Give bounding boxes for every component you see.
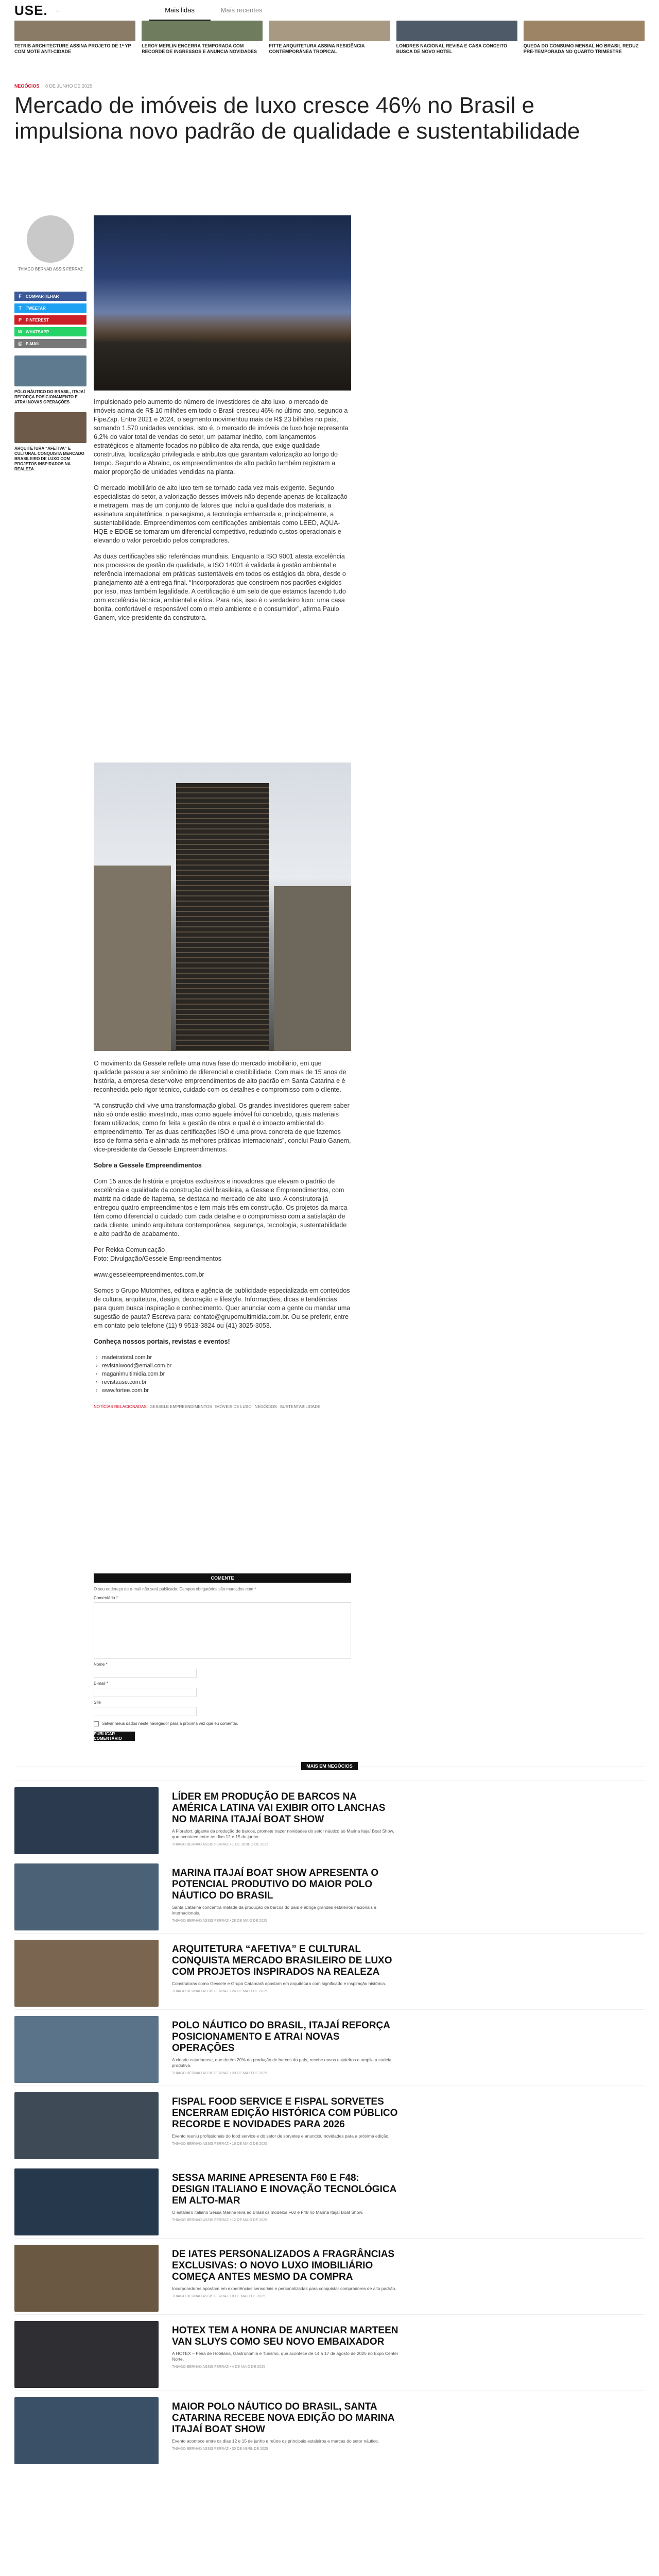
- list-item[interactable]: [14, 2314, 645, 2391]
- list-item[interactable]: [14, 2391, 645, 2467]
- strip-card[interactable]: [396, 21, 517, 58]
- more-feed: [14, 1781, 645, 2467]
- article-tags: [94, 1402, 351, 1409]
- comment-label: Comentário *: [94, 1596, 118, 1600]
- article-paragraph: O movimento da Gessele reflete uma nova fase do mercado imobiliário, em que qualidade passou a ser sinônimo de diferencial e credibilidade. Com mais de 15 anos de história, a empresa desenvolve empreendimentos de alto padrão em Santa Catarina e é reconhecida pelo rigor técnico, cuidado com os detalhes e compromisso com o cliente.: [94, 1060, 346, 1093]
- feed-meta: THIAGO BERNAD ASSIS FERRAZ • 8 DE MAIO DE 2025: [172, 2295, 265, 2298]
- feed-body: [172, 2321, 398, 2391]
- feed-excerpt: A Fibrafort, gigante da produção de barcos, promete trazer novidades do setor náutico ao Marina Itajaí Boat Show, que acontece entre os dias 12 e 15 de junho.: [172, 1828, 394, 1839]
- strip-thumbnail[interactable]: [269, 21, 390, 41]
- about-title-text: Sobre a Gessele Empreendimentos: [94, 1162, 202, 1169]
- building-image-right-block: [274, 886, 351, 1051]
- save-data-label: Salvar meus dados neste navegador para a próxima vez que eu comentar.: [102, 1721, 238, 1726]
- email-label: E-mail *: [94, 1681, 109, 1686]
- building-image-tower: [176, 783, 269, 1051]
- feed-meta: THIAGO BERNAD ASSIS FERRAZ • 4 DE MAIO DE 2025: [172, 2365, 265, 2369]
- email-icon: @: [18, 341, 23, 346]
- feed-thumbnail[interactable]: [14, 1863, 159, 1930]
- side-related-thumbnail[interactable]: [14, 412, 86, 443]
- share-facebook-button[interactable]: [14, 292, 86, 301]
- name-field[interactable]: [94, 1669, 197, 1678]
- portal-links: [94, 1353, 351, 1395]
- feed-meta: THIAGO BERNAD ASSIS FERRAZ • 20 DE MAIO DE 2025: [172, 2072, 267, 2075]
- strip-card[interactable]: [269, 21, 390, 58]
- feed-meta: THIAGO BERNAD ASSIS FERRAZ • 30 DE ABRIL DE 2025: [172, 2447, 268, 2451]
- top-bar: [0, 0, 659, 21]
- feed-excerpt: A HOTEX – Feira de Hotelaria, Gastronomia e Turismo, que acontece de 14 a 17 de agosto de 2025 no Expo Center Norte.: [172, 2351, 398, 2362]
- avatar[interactable]: [27, 215, 74, 263]
- feed-body: [172, 2397, 398, 2467]
- feed-body: [172, 2016, 398, 2086]
- feed-meta: THIAGO BERNAD ASSIS FERRAZ • 28 DE MAIO DE 2025: [172, 1919, 267, 1923]
- twitter-icon: T: [19, 306, 22, 311]
- feed-title[interactable]: ARQUITETURA “AFETIVA” E CULTURAL CONQUISTA MERCADO BRASILEIRO DE LUXO COM PROJETOS INSPIRADOS NA REALEZA: [172, 1944, 392, 1977]
- strip-thumbnail[interactable]: [524, 21, 645, 41]
- feed-title[interactable]: FISPAL FOOD SERVICE E FISPAL SORVETES ENCERRAM EDIÇÃO HISTÓRICA COM PÚBLICO RECORDE E NOVIDADES PARA 2026: [172, 2096, 398, 2130]
- list-item[interactable]: [14, 2086, 645, 2162]
- share-twitter-button[interactable]: [14, 303, 86, 313]
- share-label: PINTEREST: [26, 317, 49, 323]
- strip-title[interactable]: QUEDA DO CONSUMO MENSAL NO BRASIL REDUZ PRE-TEMPORADA NO QUARTO TRIMESTRE: [523, 43, 639, 54]
- author-name[interactable]: THIAGO BERNAD ASSIS FERRAZ: [18, 267, 83, 272]
- menu-icon[interactable]: ≡: [56, 7, 60, 13]
- strip-card[interactable]: [142, 21, 263, 58]
- feed-excerpt: Incorporadoras apostam em experiências sensoriais e personalizadas para conquistar compradores de alto padrão.: [172, 2286, 396, 2291]
- feed-title[interactable]: HOTEX TEM A HONRA DE ANUNCIAR MARTEEN VAN SLUYS COMO SEU NOVO EMBAIXADOR: [172, 2325, 398, 2347]
- more-section-header: [0, 1762, 659, 1770]
- author-block: [14, 215, 86, 272]
- feed-body: [172, 1863, 398, 1933]
- feed-thumbnail[interactable]: [14, 1940, 159, 2007]
- feed-thumbnail[interactable]: [14, 2245, 159, 2312]
- strip-thumbnail[interactable]: [14, 21, 135, 41]
- article-tag[interactable]: GESSELE EMPREENDIMENTOS: [150, 1402, 212, 1409]
- feed-body: [172, 2092, 398, 2162]
- feed-thumbnail[interactable]: [14, 2168, 159, 2235]
- site-label: Site: [94, 1700, 101, 1705]
- feed-excerpt: Evento reuniu profissionais do food service e do setor de sorvetes e anunciou novidades para a próxima edição.: [172, 2133, 390, 2139]
- strip-thumbnail[interactable]: [396, 21, 517, 41]
- site-logo[interactable]: USE.: [14, 2, 48, 18]
- feed-title[interactable]: DE IATES PERSONALIZADOS A FRAGRÂNCIAS EXCLUSIVAS: O NOVO LUXO IMOBILIÁRIO COMEÇA ANTES MESMO DA COMPRA: [172, 2249, 395, 2282]
- feed-excerpt: Evento acontece entre os dias 12 e 15 de junho e reúne os principais estaleiros e marcas do setor náutico.: [172, 2438, 379, 2444]
- article-headline: Mercado de imóveis de luxo cresce 46% no Brasil e impulsiona novo padrão de qualidade e sustentabilidade: [14, 93, 580, 144]
- tab-mais-lidas[interactable]: Mais lidas: [149, 0, 211, 21]
- feed-title[interactable]: LÍDER EM PRODUÇÃO DE BARCOS NA AMÉRICA LATINA VAI EXIBIR OITO LANCHAS NO MARINA ITAJAÍ BOAT SHOW: [172, 1791, 386, 1825]
- list-item[interactable]: [14, 2162, 645, 2238]
- feed-excerpt: A cidade catarinense, que detém 20% da produção de barcos do país, recebe novos estaleiros e amplia a cadeia produtiva.: [172, 2057, 392, 2068]
- about-text: Com 15 anos de história e projetos exclusivos e inovadores que elevam o padrão de excelência e qualidade da construção civil brasileira, a Gessele Empreendimentos, com matriz na cidade de Itapema, se destaca no mercado de alto luxo. A construtora já entregou quatro empreendimentos e tem mais três em construção. Os projetos da marca têm como diferencial o cuidado com cada detalhe e o compromisso com a satisfação de cada cliente, unindo arquitetura contemporânea, segurança, tecnologia, sustentabilidade e alto padrão de acabamento.: [94, 1178, 348, 1238]
- promo-text: Somos o Grupo Mutomhes, editora e agência de publicidade especializada em conteúdos de cultura, arquitetura, design, decoração e lifestyle. Informações, dicas e tendências para quem busca inspiração e conhecimento. Quer anunciar com a gente ou mandar uma sugestão de pauta? Escreva para: contato@grupomultimidia.com.br. Ou se preferir, entre em contato pelo telefone (11) 9 9513-3824 ou (41) 3025-3053.: [94, 1287, 351, 1329]
- trending-strip: [0, 21, 659, 58]
- strip-title[interactable]: FITTE ARQUITETURA ASSINA RESIDÊNCIA CONTEMPORÂNEA TROPICAL: [269, 43, 365, 54]
- feed-meta: THIAGO BERNAD ASSIS FERRAZ • 12 DE MAIO DE 2025: [172, 2218, 267, 2222]
- list-item[interactable]: [14, 1857, 645, 1933]
- side-related-title[interactable]: PÓLO NÁUTICO DO BRASIL, ITAJAÍ REFORÇA POSICIONAMENTO E ATRAI NOVAS OPERAÇÕES: [14, 389, 85, 404]
- feed-meta: THIAGO BERNAD ASSIS FERRAZ • 16 DE MAIO DE 2025: [172, 2142, 267, 2146]
- portal-link[interactable]: › maganimultimidia.com.br: [94, 1370, 351, 1378]
- strip-card[interactable]: [14, 21, 135, 58]
- article-tag[interactable]: NOTÍCIAS RELACIONADAS: [94, 1402, 147, 1409]
- strip-title[interactable]: TETRIS ARCHITECTURE ASSINA PROJETO DE 1ª YP COM MOTE ANTI-CIDADE: [14, 43, 131, 54]
- links-title-text: Conheça nossos portais, revistas e eventos!: [94, 1338, 230, 1345]
- feed-thumbnail[interactable]: [14, 2092, 159, 2159]
- portal-link[interactable]: › madeiratotal.com.br: [94, 1353, 351, 1362]
- email-field[interactable]: [94, 1688, 197, 1697]
- article-paragraph: O mercado imobiliário de alto luxo tem se tornado cada vez mais exigente. Segundo especialistas do setor, a valorização desses imóveis não depende apenas de localização e metragem, mas de um conjunto de fatores que inclui a qualidade dos materiais, a assinatura arquitetônica, o paisagismo, a tecnologia embarcada e, principalmente, a sustentabilidade. Empreendimentos com certificações ambientais como LEED, AQUA-HQE e EDGE se tornaram um diferencial competitivo, reduzindo custos operacionais e elevando o valor percebido pelos compradores.: [94, 484, 348, 544]
- feed-title[interactable]: MARINA ITAJAÍ BOAT SHOW APRESENTA O POTENCIAL PRODUTIVO DO MAIOR POLO NÁUTICO DO BRASIL: [172, 1868, 379, 1901]
- side-related-title[interactable]: ARQUITETURA “AFETIVA” E CULTURAL CONQUISTA MERCADO BRASILEIRO DE LUXO COM PROJETOS INSPIRADOS NA REALEZA: [14, 446, 84, 471]
- site-field[interactable]: [94, 1707, 197, 1716]
- article-body-continued: [94, 1059, 351, 1409]
- comment-note: O seu endereço de e-mail não será publicado. Campos obrigatórios são marcados com *: [94, 1587, 256, 1591]
- feed-thumbnail[interactable]: [14, 2397, 159, 2464]
- feed-thumbnail[interactable]: [14, 2016, 159, 2083]
- feed-body: [172, 1787, 398, 1857]
- article-date: 8 DE JUNHO DE 2025: [45, 83, 93, 89]
- article-signature: Por Rekka Comunicação Foto: Divulgação/Gessele Empreendimentos: [94, 1246, 222, 1262]
- building-image: [94, 762, 351, 1051]
- share-label: TWEETAR: [26, 306, 46, 311]
- feed-excerpt: Construtoras como Gessele e Grupo Catamarã apostam em arquitetura com significado e inspiração histórica.: [172, 1981, 386, 1986]
- comment-textarea[interactable]: [94, 1602, 351, 1659]
- feed-excerpt: O estaleiro italiano Sessa Marine leva ao Brasil os modelos F60 e F48 no Marina Itajaí Boat Show.: [172, 2210, 363, 2215]
- links-title: [94, 1337, 351, 1346]
- article-tag[interactable]: IMÓVEIS DE LUXO: [215, 1402, 252, 1409]
- feed-body: [172, 2168, 398, 2238]
- article-paragraph: As duas certificações são referências mundiais. Enquanto a ISO 9001 atesta excelência nos processos de gestão da qualidade, a ISO 14001 é validada à gestão ambiental e referência internacional em práticas sustentáveis em todos os estágios da obra, desde o planejamento até a entrega final. “Incorporadoras que constroem nos padrões exigidos por isso, mas também legalidade. A certificação é um selo de que estamos fazendo tudo com excelência técnica, ambiental e ética. Para nós, isso é o verdadeiro luxo: uma casa bonita, confortável e responsável com o meio ambiente e o consumidor”, afirma Paulo Ganem, vice-presidente da construtora.: [94, 553, 346, 621]
- feed-body: [172, 1940, 398, 2009]
- pinterest-icon: P: [18, 317, 22, 323]
- about-title: [94, 1161, 351, 1170]
- feed-thumbnail[interactable]: [14, 1787, 159, 1854]
- share-buttons: [14, 292, 86, 348]
- submit-comment-button[interactable]: PUBLICAR COMENTÁRIO: [94, 1732, 135, 1741]
- feed-meta: THIAGO BERNAD ASSIS FERRAZ • 24 DE MAIO DE 2025: [172, 1990, 267, 1993]
- article-tag[interactable]: NEGÓCIOS: [255, 1402, 277, 1409]
- whatsapp-icon: W: [18, 329, 23, 334]
- side-related-item[interactable]: [14, 412, 86, 472]
- side-related-item[interactable]: [14, 355, 86, 405]
- strip-thumbnail[interactable]: [142, 21, 263, 41]
- feed-thumbnail[interactable]: [14, 2321, 159, 2388]
- share-email-button[interactable]: [14, 339, 86, 348]
- feed-body: [172, 2245, 398, 2314]
- tab-mais-recentes[interactable]: Mais recentes: [220, 6, 263, 14]
- list-item[interactable]: [14, 1933, 645, 2009]
- share-whatsapp-button[interactable]: [14, 327, 86, 336]
- portal-link[interactable]: › revistaiwood@email.com.br: [94, 1362, 351, 1370]
- feed-excerpt: Santa Catarina concentra metade da produção de barcos do país e abriga grandes estaleiros nacionais e internacionais.: [172, 1905, 376, 1916]
- share-label: WHATSAPP: [26, 329, 49, 334]
- hero-image: [94, 215, 351, 391]
- strip-card[interactable]: [524, 21, 645, 58]
- article-site-link[interactable]: www.gesseleempreendimentos.com.br: [94, 1271, 204, 1278]
- feed-title[interactable]: POLO NÁUTICO DO BRASIL, ITAJAÍ REFORÇA POSICIONAMENTO E ATRAI NOVAS OPERAÇÕES: [172, 2020, 390, 2054]
- portal-link[interactable]: › revistause.com.br: [94, 1378, 351, 1386]
- share-pinterest-button[interactable]: [14, 315, 86, 325]
- list-item[interactable]: [14, 2238, 645, 2314]
- category-tag[interactable]: NEGÓCIOS: [14, 83, 40, 89]
- share-label: COMPARTILHAR: [26, 294, 59, 299]
- side-related-thumbnail[interactable]: [14, 355, 86, 386]
- share-label: E-MAIL: [26, 341, 40, 346]
- hero-image-city: [94, 313, 351, 391]
- article-tag[interactable]: SUSTENTABILIDADE: [280, 1402, 321, 1409]
- facebook-icon: F: [19, 294, 22, 299]
- save-data-checkbox[interactable]: [94, 1721, 99, 1726]
- tabs: [149, 0, 272, 21]
- more-section-title: MAIS EM NEGÓCIOS: [301, 1762, 358, 1770]
- portal-link[interactable]: › www.fortee.com.br: [94, 1386, 351, 1395]
- list-item[interactable]: [14, 2009, 645, 2086]
- comment-form: [94, 1573, 351, 1741]
- article-paragraph: Impulsionado pelo aumento do número de investidores de alto luxo, o mercado de imóveis acima de R$ 10 milhões em todo o Brasil cresceu 46% no último ano, segundo a FipeZap. Entre 2021 e 2024, o segmento movimentou mais de R$ 23 bilhões no país, somando 1.570 unidades vendidas. Isto é, o mercado de imóveis de luxo hoje representa 6,2% do valor total de vendas do setor, um patamar inédito, com lançamentos estratégicos e altamente focados no público de alta renda, que exige qualidade construtiva, localização privilegiada e atributos que garantam valorização ao longo do tempo. Segundo a Abrainc, os empreendimentos de alto padrão também registram a maior proporção de unidades vendidas na planta.: [94, 398, 349, 476]
- feed-meta: THIAGO BERNAD ASSIS FERRAZ • 1 DE JUNHO DE 2025: [172, 1843, 269, 1846]
- article-paragraph: “A construção civil vive uma transformação global. Os grandes investidores querem saber não só onde estão investindo, mas como aquele imóvel foi concebido, quais materiais foram utilizados, como foi feita a gestão da obra e qual é o impacto ambiental do empreendimento. Ter as duas certificações ISO é uma prova concreta de que fazemos isso de forma séria e alinhada às melhores práticas internacionais”, conclui Paulo Ganem, vice-presidente da Gessele Empreendimentos.: [94, 1102, 351, 1153]
- building-image-left-block: [94, 866, 171, 1051]
- feed-title[interactable]: SESSA MARINE APRESENTA F60 E F48: DESIGN ITALIANO E INOVAÇÃO TECNOLÓGICA EM ALTO-MAR: [172, 2173, 396, 2206]
- comment-heading: COMENTE: [94, 1573, 351, 1583]
- name-label: Nome *: [94, 1662, 108, 1667]
- strip-title[interactable]: LONDRES NACIONAL REVISA E CASA CONCEITO BUSCA DE NOVO HOTEL: [396, 43, 508, 54]
- save-data-row: [94, 1721, 351, 1726]
- strip-title[interactable]: LEROY MERLIN ENCERRA TEMPORADA COM RECORDE DE INGRESSOS E ANUNCIA NOVIDADES: [142, 43, 257, 54]
- article-body: [94, 398, 351, 630]
- list-item[interactable]: [14, 1781, 645, 1857]
- feed-title[interactable]: MAIOR POLO NÁUTICO DO BRASIL, SANTA CATARINA RECEBE NOVA EDIÇÃO DO MARINA ITAJAÍ BOAT SHOW: [172, 2401, 394, 2435]
